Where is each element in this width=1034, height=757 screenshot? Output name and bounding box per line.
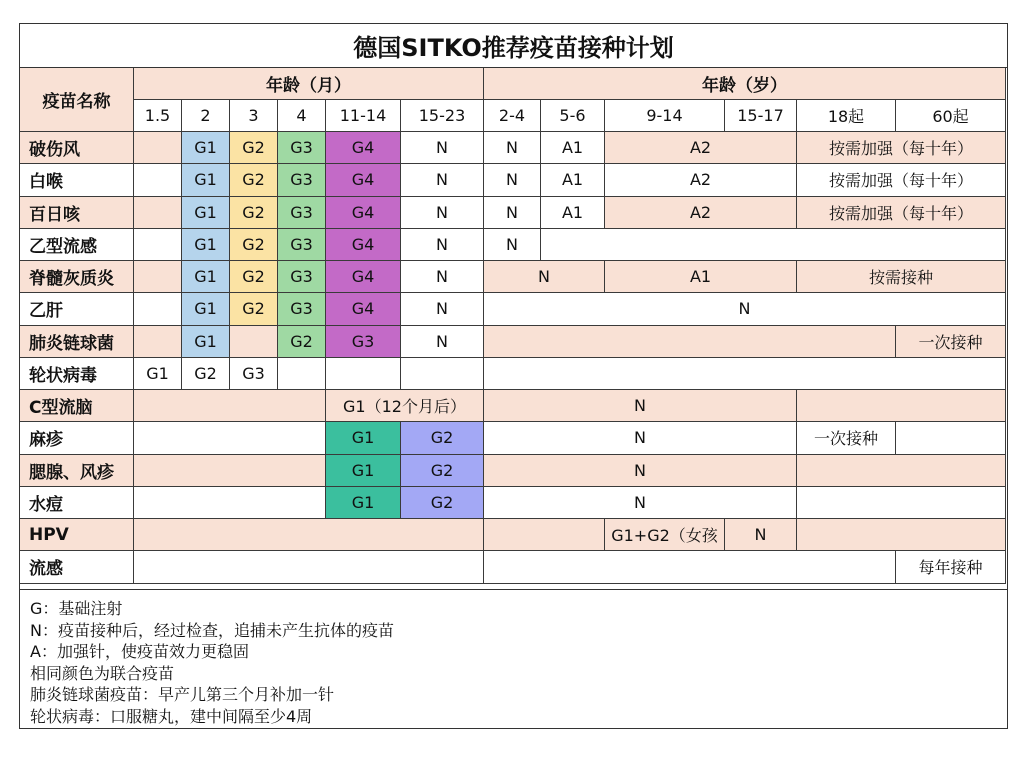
legend-note: G：基础注射 <box>30 599 123 618</box>
schedule-cell: N <box>401 326 484 358</box>
vaccine-row-name: 流感 <box>20 551 134 583</box>
schedule-cell-empty <box>230 326 278 358</box>
schedule-cell: G3 <box>278 261 326 293</box>
schedule-cell: A1 <box>541 197 605 229</box>
schedule-cell: G3 <box>278 164 326 196</box>
schedule-cell: G3 <box>278 197 326 229</box>
schedule-cell: 按需加强（每十年） <box>797 164 1006 196</box>
vaccine-row-name: 麻疹 <box>20 422 134 454</box>
schedule-cell: G2 <box>182 358 230 390</box>
schedule-cell: 每年接种 <box>896 551 1006 583</box>
header-vaccine-name: 疫苗名称 <box>20 68 134 132</box>
age-column-header: 4 <box>278 100 326 132</box>
schedule-cell-empty <box>134 261 182 293</box>
schedule-cell: 按需加强（每十年） <box>797 197 1006 229</box>
schedule-cell: G4 <box>326 132 401 164</box>
schedule-cell: G1 <box>326 487 401 519</box>
schedule-cell-empty <box>797 455 1006 487</box>
schedule-cell-empty <box>484 358 1006 390</box>
schedule-cell: G3 <box>326 326 401 358</box>
schedule-cell: G2 <box>230 229 278 261</box>
age-column-header: 15-17 <box>725 100 797 132</box>
schedule-cell: G3 <box>278 293 326 325</box>
schedule-cell-empty <box>541 229 1006 261</box>
schedule-cell-empty <box>278 358 326 390</box>
age-column-header: 2 <box>182 100 230 132</box>
schedule-cell-empty <box>134 551 484 583</box>
legend-note: 轮状病毒：口服糖丸，建中间隔至少4周 <box>30 706 313 726</box>
schedule-cell-empty <box>401 358 484 390</box>
schedule-cell-empty <box>484 326 896 358</box>
schedule-cell: G2 <box>230 197 278 229</box>
schedule-cell: G3 <box>278 132 326 164</box>
schedule-cell: N <box>401 293 484 325</box>
schedule-cell: N <box>401 197 484 229</box>
schedule-cell-empty <box>484 551 896 583</box>
schedule-cell-empty <box>134 326 182 358</box>
schedule-cell: G4 <box>326 229 401 261</box>
schedule-cell: N <box>484 390 797 422</box>
schedule-cell: N <box>484 455 797 487</box>
schedule-cell: N <box>484 229 541 261</box>
age-column-header: 9-14 <box>605 100 725 132</box>
schedule-cell: G2 <box>278 326 326 358</box>
schedule-cell: G4 <box>326 293 401 325</box>
schedule-cell: 按需接种 <box>797 261 1006 293</box>
schedule-cell: A2 <box>605 132 797 164</box>
schedule-cell-empty <box>134 422 326 454</box>
schedule-cell: G2 <box>230 293 278 325</box>
schedule-cell: 一次接种 <box>797 422 896 454</box>
schedule-cell: G1 <box>134 358 182 390</box>
schedule-cell-empty <box>134 390 326 422</box>
schedule-cell: G1 <box>182 164 230 196</box>
vaccine-row-name: 破伤风 <box>20 132 134 164</box>
header-age-years: 年龄（岁） <box>484 68 1006 100</box>
header-age-months: 年龄（月） <box>134 68 484 100</box>
vaccine-row-name: 肺炎链球菌 <box>20 326 134 358</box>
schedule-cell: N <box>484 164 541 196</box>
age-column-header: 11-14 <box>326 100 401 132</box>
schedule-cell: G3 <box>278 229 326 261</box>
schedule-cell: G1 <box>182 326 230 358</box>
vaccine-row-name: 水痘 <box>20 487 134 519</box>
schedule-cell-empty <box>797 519 1006 551</box>
schedule-cell: G2 <box>230 164 278 196</box>
schedule-cell: 按需加强（每十年） <box>797 132 1006 164</box>
vaccine-row-name: 腮腺、风疹 <box>20 455 134 487</box>
vaccine-row-name: 白喉 <box>20 164 134 196</box>
schedule-cell-empty <box>134 197 182 229</box>
legend-notes <box>20 589 1007 728</box>
schedule-cell: N <box>484 422 797 454</box>
vaccine-row-name: 乙肝 <box>20 293 134 325</box>
vaccine-row-name: 乙型流感 <box>20 229 134 261</box>
legend-note: 相同颜色为联合疫苗 <box>30 663 175 683</box>
schedule-cell-empty <box>134 487 326 519</box>
schedule-cell: G1 <box>182 293 230 325</box>
age-column-header: 60起 <box>896 100 1006 132</box>
schedule-cell: G2 <box>401 455 484 487</box>
age-column-header: 3 <box>230 100 278 132</box>
schedule-cell-empty <box>797 390 1006 422</box>
legend-note: A：加强针，使疫苗效力更稳固 <box>30 642 249 661</box>
schedule-cell-empty <box>326 358 401 390</box>
vaccine-row-name: 百日咳 <box>20 197 134 229</box>
vaccine-row-name: 脊髓灰质炎 <box>20 261 134 293</box>
legend-note: 肺炎链球菌疫苗：早产儿第三个月补加一针 <box>30 685 335 704</box>
age-column-header: 18起 <box>797 100 896 132</box>
schedule-cell: G2 <box>230 261 278 293</box>
vaccine-row-name: HPV <box>20 519 134 551</box>
vaccine-row-name: C型流脑 <box>20 390 134 422</box>
schedule-cell: N <box>484 261 605 293</box>
schedule-cell: G4 <box>326 197 401 229</box>
schedule-cell: G1 <box>326 422 401 454</box>
age-column-header: 1.5 <box>134 100 182 132</box>
schedule-cell: G2 <box>230 132 278 164</box>
age-column-header: 5-6 <box>541 100 605 132</box>
schedule-cell: A1 <box>541 164 605 196</box>
schedule-cell: G1 <box>182 197 230 229</box>
schedule-cell: G1 <box>326 455 401 487</box>
schedule-cell: G1 <box>182 261 230 293</box>
schedule-cell: N <box>401 261 484 293</box>
schedule-cell: N <box>401 132 484 164</box>
schedule-cell-empty <box>896 422 1006 454</box>
legend-note: N：疫苗接种后，经过检查，追捕未产生抗体的疫苗 <box>30 620 394 640</box>
schedule-cell: G2 <box>401 487 484 519</box>
schedule-cell: A2 <box>605 164 797 196</box>
schedule-cell: G1 <box>182 229 230 261</box>
schedule-cell: G4 <box>326 164 401 196</box>
schedule-cell-empty <box>797 487 1006 519</box>
schedule-cell-empty <box>134 164 182 196</box>
age-column-header: 2-4 <box>484 100 541 132</box>
schedule-cell: N <box>401 164 484 196</box>
schedule-cell: N <box>484 487 797 519</box>
schedule-cell-empty <box>134 132 182 164</box>
schedule-cell: G2 <box>401 422 484 454</box>
schedule-cell: G1 <box>182 132 230 164</box>
schedule-cell: G1+G2（女孩 <box>605 519 725 551</box>
schedule-cell-empty <box>134 455 326 487</box>
schedule-cell: 一次接种 <box>896 326 1006 358</box>
schedule-cell: N <box>484 197 541 229</box>
page-title: 德国SITKO推荐疫苗接种计划 <box>20 24 1007 68</box>
schedule-cell: A1 <box>541 132 605 164</box>
age-column-header: 15-23 <box>401 100 484 132</box>
schedule-cell-empty <box>134 229 182 261</box>
schedule-cell: A1 <box>605 261 797 293</box>
schedule-cell-empty <box>134 519 484 551</box>
schedule-cell: N <box>725 519 797 551</box>
vaccine-table <box>20 68 1006 589</box>
schedule-cell: N <box>401 229 484 261</box>
schedule-cell: N <box>484 293 1006 325</box>
schedule-cell: A2 <box>605 197 797 229</box>
schedule-cell: G1（12个月后） <box>326 390 484 422</box>
schedule-cell: N <box>484 132 541 164</box>
vaccine-schedule-document <box>19 23 1008 729</box>
schedule-cell: G4 <box>326 261 401 293</box>
schedule-cell-empty <box>134 293 182 325</box>
schedule-cell-empty <box>484 519 605 551</box>
schedule-cell: G3 <box>230 358 278 390</box>
vaccine-row-name: 轮状病毒 <box>20 358 134 390</box>
